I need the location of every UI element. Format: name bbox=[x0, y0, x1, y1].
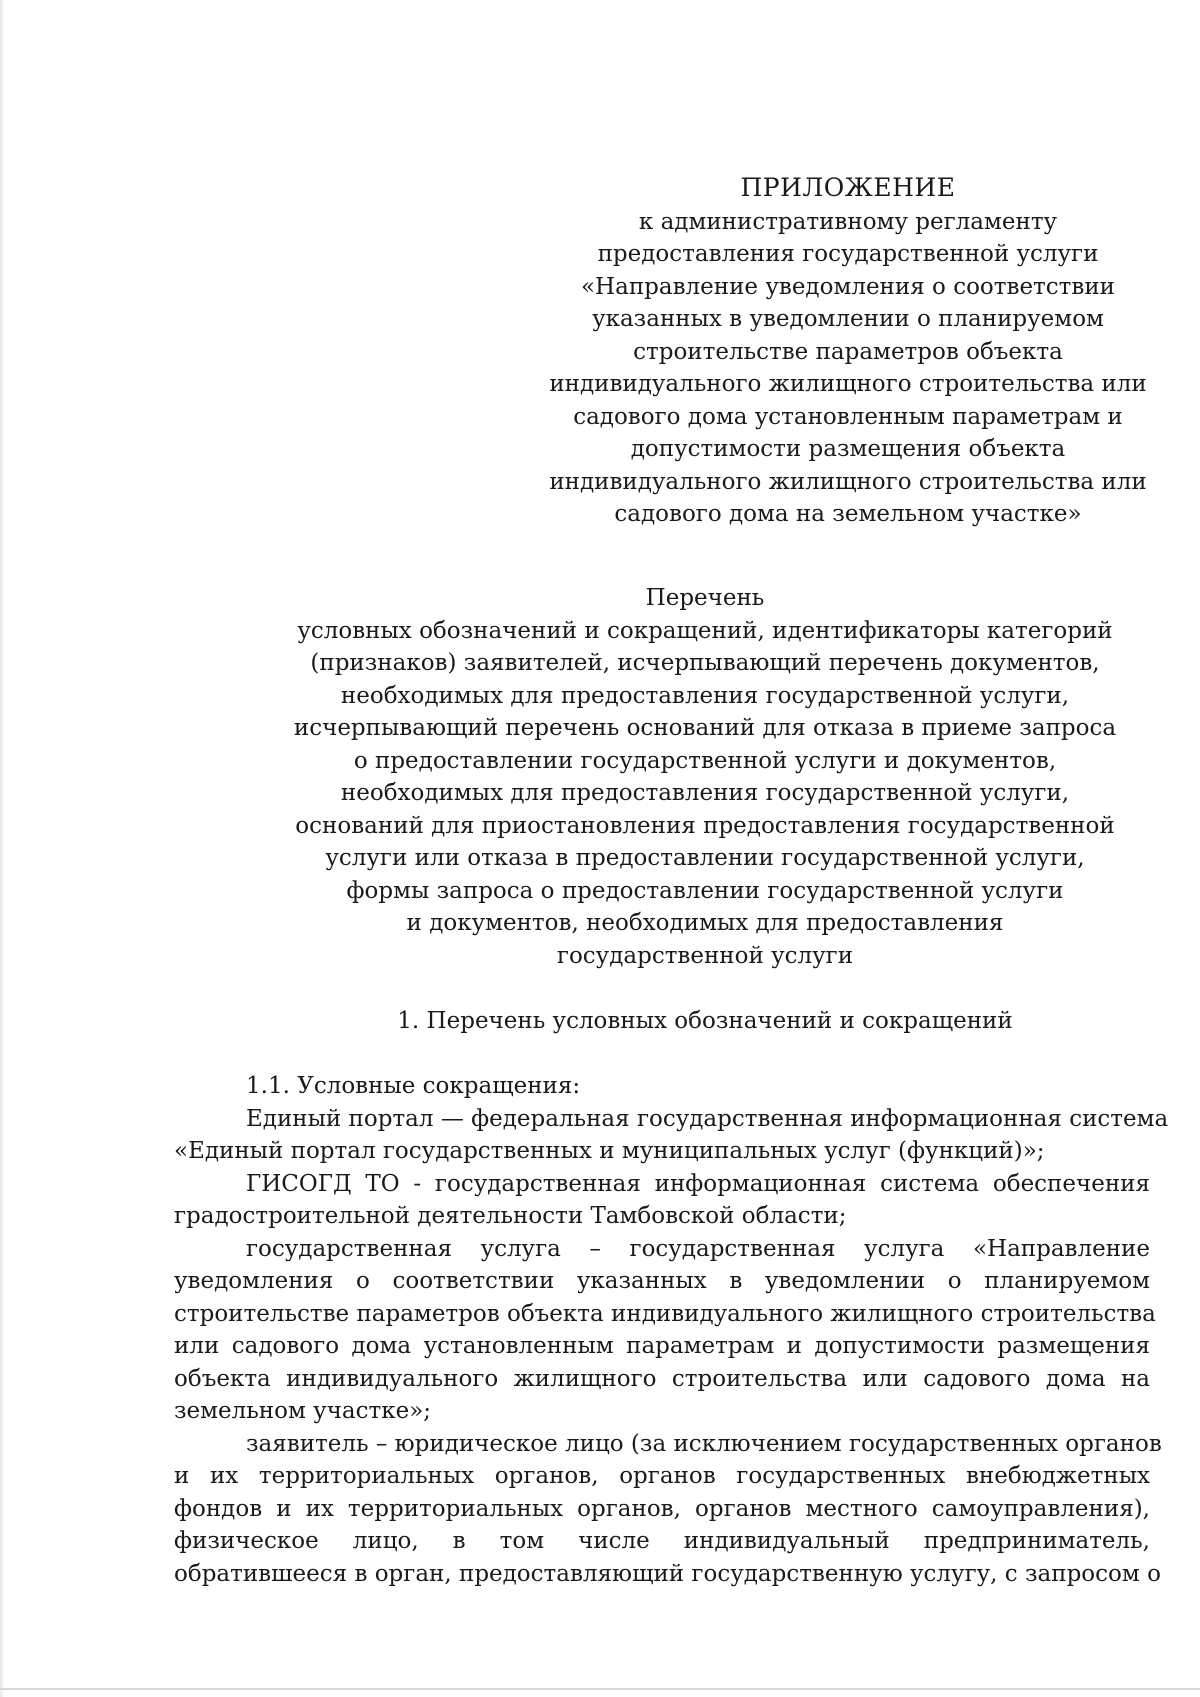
list-heading-line: исчерпывающий перечень оснований для отказа в приеме запроса bbox=[293, 715, 1117, 741]
list-heading-line: (признаков) заявителей, исчерпывающий перечень документов, bbox=[310, 650, 1100, 676]
body-line: и их территориальных органов, органов государственных внебюджетных bbox=[174, 1463, 1150, 1489]
list-heading-block bbox=[270, 582, 1140, 972]
body-text bbox=[174, 1070, 1169, 1590]
list-heading-line: о предоставлении государственной услуги и документов, bbox=[353, 747, 1057, 774]
appendix-line: указанных в уведомлении о планируемом bbox=[592, 306, 1104, 332]
list-heading-line: необходимых для предоставления государственной услуги, bbox=[340, 780, 1070, 806]
appendix-line: допустимости размещения объекта bbox=[630, 436, 1066, 462]
appendix-line: садового дома на земельном участке» bbox=[614, 501, 1082, 527]
list-heading-title: Перечень bbox=[645, 585, 765, 611]
appendix-line: предоставления государственной услуги bbox=[597, 241, 1099, 267]
appendix-block bbox=[548, 172, 1148, 531]
list-heading-line: необходимых для предоставления государственной услуги, bbox=[340, 682, 1070, 709]
body-line: фондов и их территориальных органов, органов местного самоуправления), bbox=[174, 1495, 1150, 1522]
scan-bottom-edge bbox=[0, 1688, 1200, 1690]
body-line: государственная услуга – государственная услуга «Направление bbox=[246, 1235, 1150, 1262]
body-line: градостроительной деятельности Тамбовской области; bbox=[174, 1203, 847, 1229]
list-heading-line: формы запроса о предоставлении государственной услуги bbox=[346, 877, 1064, 904]
body-line: уведомления о соответствии указанных в уведомлении о планируемом bbox=[174, 1268, 1150, 1294]
appendix-line: садового дома установленным параметрам и bbox=[573, 403, 1123, 430]
appendix-line: индивидуального жилищного строительства или bbox=[549, 468, 1147, 495]
appendix-title: ПРИЛОЖЕНИЕ bbox=[740, 173, 956, 202]
body-line: заявитель – юридическое лицо (за исключением государственных органов bbox=[246, 1430, 1162, 1457]
list-heading-line: услуги или отказа в предоставлении государственной услуги, bbox=[325, 845, 1085, 871]
list-heading-line: оснований для приостановления предоставления государственной bbox=[295, 812, 1115, 839]
appendix-line: «Направление уведомления о соответствии bbox=[580, 273, 1115, 300]
body-line: строительстве параметров объекта индивидуального жилищного строительства bbox=[174, 1300, 1156, 1327]
body-line: земельном участке»; bbox=[174, 1398, 432, 1424]
appendix-line: индивидуального жилищного строительства или bbox=[549, 371, 1147, 397]
body-line: обратившееся в орган, предоставляющий государственную услугу, с запросом о bbox=[174, 1560, 1161, 1587]
scan-edge-shadow bbox=[0, 0, 4, 1697]
body-line: «Единый портал государственных и муниципальных услуг (функций)»; bbox=[174, 1138, 1045, 1164]
body-line: ГИСОГД ТО - государственная информационная система обеспечения bbox=[246, 1170, 1150, 1197]
body-line: физическое лицо, в том числе индивидуальный предприниматель, bbox=[174, 1528, 1150, 1554]
list-heading-line: государственной услуги bbox=[556, 942, 854, 969]
body-line: объекта индивидуального жилищного строительства или садового дома на bbox=[174, 1365, 1150, 1392]
list-heading-line: условных обозначений и сокращений, идентификаторы категорий bbox=[297, 617, 1113, 644]
body-line: Единый портал — федеральная государственная информационная система bbox=[246, 1105, 1169, 1132]
body-line: или садового дома установленным параметрам и допустимости размещения bbox=[174, 1333, 1150, 1359]
section-title: 1. Перечень условных обозначений и сокращений bbox=[397, 1008, 1013, 1034]
appendix-line: строительстве параметров объекта bbox=[633, 338, 1063, 365]
subsection-heading: 1.1. Условные сокращения: bbox=[246, 1073, 581, 1099]
appendix-line: к административному регламенту bbox=[638, 208, 1058, 235]
list-heading-line: и документов, необходимых для предоставления bbox=[406, 910, 1004, 936]
